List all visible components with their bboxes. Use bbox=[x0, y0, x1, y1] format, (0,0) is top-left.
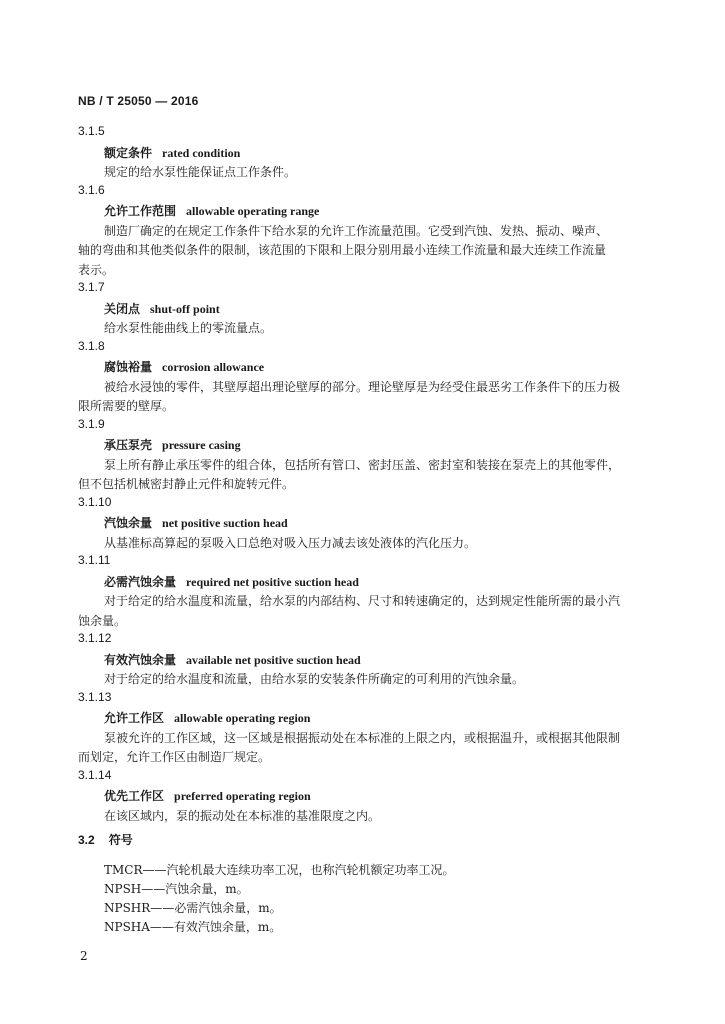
symbol-line: NPSHR——必需汽蚀余量，m。 bbox=[104, 901, 282, 915]
clause-number: 3.1.10 bbox=[78, 494, 112, 509]
clause-number: 3.1.5 bbox=[78, 124, 105, 138]
term-heading bbox=[104, 358, 264, 375]
definition-text: 从基准标高算起的泵吸入口总绝对吸入压力减去该处液体的汽化压力。 bbox=[104, 535, 477, 550]
term-heading bbox=[104, 202, 319, 219]
definition-text: 限所需要的壁厚。 bbox=[78, 399, 175, 413]
section-heading bbox=[78, 831, 133, 848]
clause-number: 3.1.8 bbox=[78, 338, 105, 353]
clause-number: 3.1.13 bbox=[78, 689, 112, 704]
section-title: 符号 bbox=[108, 833, 133, 847]
term-chinese: 关闭点 bbox=[104, 301, 141, 316]
term-english: shut-off point bbox=[150, 301, 220, 316]
definition-text: 对于给定的给水温度和流量，由给水泵的安装条件所确定的可利用的汽蚀余量。 bbox=[104, 672, 525, 686]
definition-text: 但不包括机械密封静止元件和旋转元件。 bbox=[78, 477, 295, 491]
term-english: pressure casing bbox=[162, 438, 241, 452]
definition-text: 而划定，允许工作区由制造厂规定。 bbox=[78, 750, 271, 764]
term-english: required net positive suction head bbox=[186, 574, 359, 589]
symbol-line: TMCR——汽轮机最大连续功率工况，也称汽轮机额定功率工况。 bbox=[104, 863, 455, 877]
section-number: 3.2 bbox=[78, 833, 95, 847]
term-chinese: 允许工作区 bbox=[104, 711, 165, 725]
term-heading bbox=[104, 514, 288, 531]
term-heading bbox=[104, 709, 310, 726]
term-english: allowable operating region bbox=[174, 711, 311, 725]
term-chinese: 额定条件 bbox=[104, 145, 153, 160]
term-chinese: 腐蚀裕量 bbox=[104, 360, 153, 374]
term-english: available net positive suction head bbox=[186, 652, 361, 667]
term-chinese: 必需汽蚀余量 bbox=[104, 574, 177, 589]
definition-text: 对于给定的给水温度和流量，给水泵的内部结构、尺寸和转速确定的，达到规定性能所需的最小汽 bbox=[104, 594, 621, 608]
standard-header: NB / T 25050 — 2016 bbox=[78, 94, 199, 108]
symbol-line: NPSHA——有效汽蚀余量，m。 bbox=[104, 920, 282, 934]
term-chinese: 允许工作范围 bbox=[104, 204, 177, 218]
definition-text: 泵上所有静止承压零件的组合体，包括所有管口、密封压盖、密封室和装接在泵壳上的其他零件， bbox=[104, 457, 621, 472]
term-chinese: 有效汽蚀余量 bbox=[104, 652, 177, 667]
clause-number: 3.1.11 bbox=[78, 553, 111, 567]
term-heading bbox=[104, 300, 220, 317]
term-heading bbox=[104, 787, 311, 804]
clause-number: 3.1.6 bbox=[78, 182, 105, 197]
definition-text: 轴的弯曲和其他类似条件的限制，该范围的下限和上限分别用最小连续工作流量和最大连续工作流量 bbox=[78, 243, 607, 257]
term-english: net positive suction head bbox=[162, 516, 288, 530]
term-heading bbox=[104, 436, 241, 453]
term-english: rated condition bbox=[162, 145, 241, 160]
term-english: corrosion allowance bbox=[162, 360, 265, 374]
clause-number: 3.1.7 bbox=[78, 280, 105, 294]
term-chinese: 承压泵壳 bbox=[104, 438, 153, 452]
definition-text: 蚀余量。 bbox=[78, 613, 127, 628]
definition-text: 泵被允许的工作区域，这一区域是根据振动处在本标准的上限之内，或根据温升，或根据其他限制 bbox=[104, 730, 621, 745]
definition-text: 被给水浸蚀的零件，其壁厚超出理论壁厚的部分。理论壁厚是为经受住最恶劣工作条件下的压力极 bbox=[104, 379, 621, 394]
clause-number: 3.1.14 bbox=[78, 767, 112, 782]
definition-text: 规定的给水泵性能保证点工作条件。 bbox=[104, 165, 297, 179]
clause-number: 3.1.9 bbox=[78, 416, 105, 431]
term-chinese: 汽蚀余量 bbox=[104, 516, 153, 530]
term-chinese: 优先工作区 bbox=[104, 789, 165, 803]
clause-number: 3.1.12 bbox=[78, 631, 112, 645]
term-heading bbox=[104, 651, 361, 668]
term-english: allowable operating range bbox=[186, 204, 320, 218]
term-heading bbox=[104, 573, 359, 590]
symbol-line: NPSH——汽蚀余量，m。 bbox=[104, 882, 249, 896]
definition-text: 表示。 bbox=[78, 262, 115, 277]
definition-text: 制造厂确定的在规定工作条件下给水泵的允许工作流量范围。它受到汽蚀、发热、振动、噪声、 bbox=[104, 223, 609, 238]
page-number: 2 bbox=[80, 949, 88, 963]
definition-text: 在该区域内，泵的振动处在本标准的基准限度之内。 bbox=[104, 808, 381, 823]
term-english: preferred operating region bbox=[174, 789, 311, 803]
term-heading bbox=[104, 144, 240, 161]
definition-text: 给水泵性能曲线上的零流量点。 bbox=[104, 321, 273, 335]
